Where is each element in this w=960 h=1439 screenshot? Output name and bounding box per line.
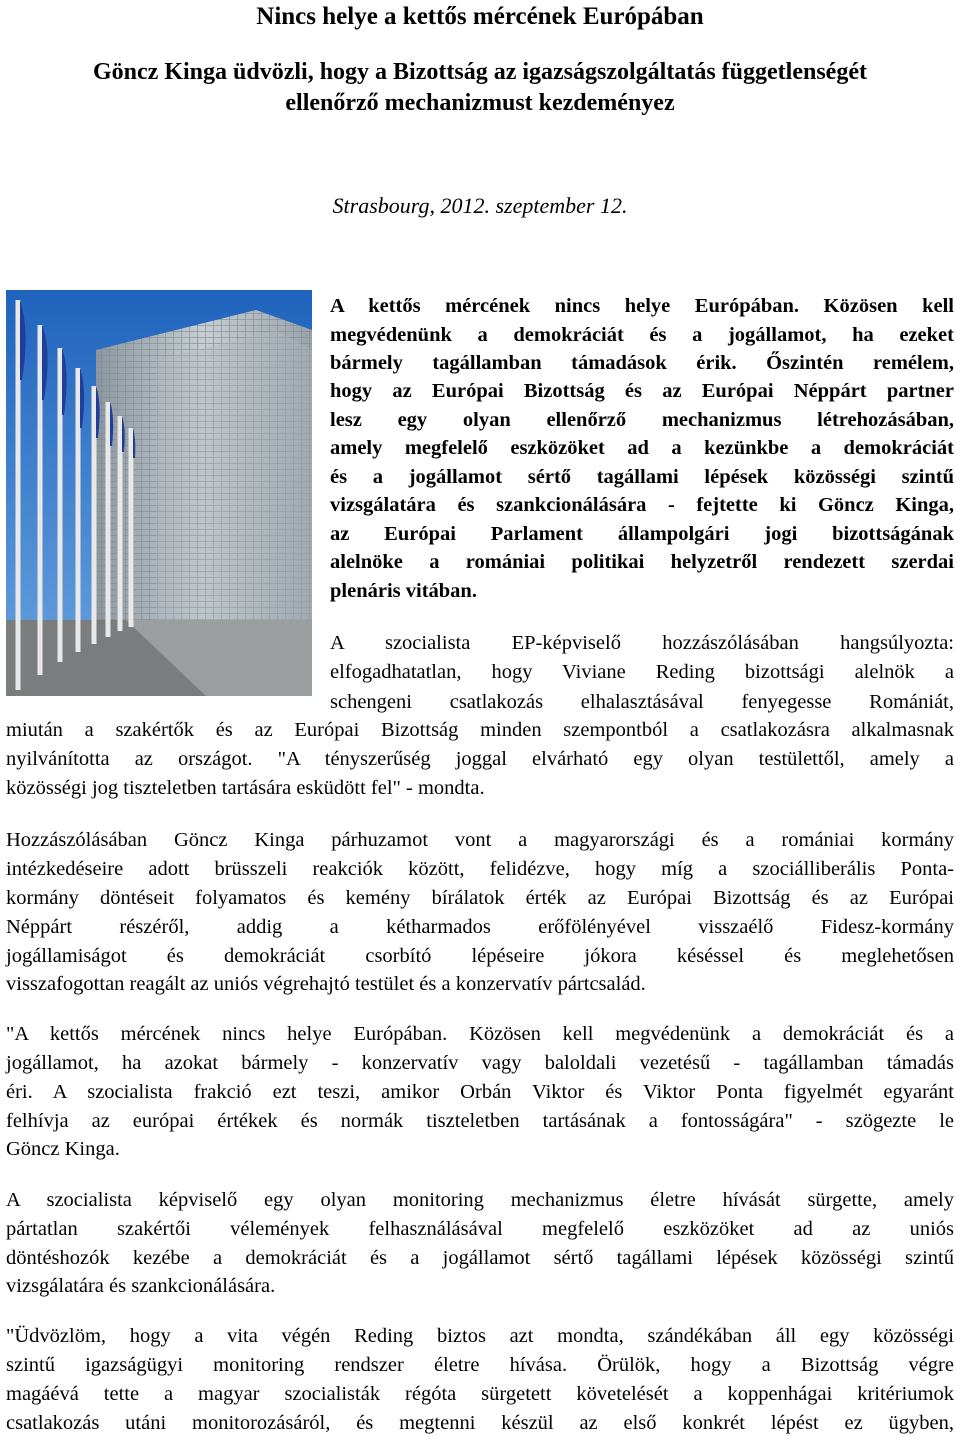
- lead-line: és a jogállamot sértő tagállami lépések közösségi szintű: [330, 466, 954, 488]
- lead-line: A kettős mércének nincs helye Európában. Közösen kell: [330, 295, 954, 317]
- paragraph-2-line: intézkedéseire adott brüsszeli reakciók között, felidézve, hogy míg a szociálliberális Ponta-: [6, 858, 954, 880]
- lead-line: vizsgálatára és szankcionálására - fejtette ki Göncz Kinga,: [330, 494, 954, 516]
- paragraph-2-line: Néppárt részéről, addig a kétharmados erőfölényével visszaélő Fidesz-kormány: [6, 916, 954, 938]
- paragraph-2-line: jogállamiságot és demokráciát csorbító lépéseire jókora késéssel és meglehetősen: [6, 945, 954, 967]
- paragraph-1-line: nyilvánította az országot. "A tényszerűség joggal elvárható egy olyan testülettől, amely a: [6, 748, 954, 770]
- paragraph-4-line: vizsgálatára és szankcionálására.: [6, 1275, 276, 1297]
- paragraph-1-line: schengeni csatlakozás elhalasztásával fenyegesse Romániát,: [330, 691, 954, 713]
- lead-line: amely megfelelő eszközöket ad a kezünkbe a demokráciát: [330, 437, 954, 459]
- paragraph-5-line: "Üdvözlöm, hogy a vita végén Reding biztos azt mondta, szándékában áll egy közösségi: [6, 1325, 954, 1347]
- paragraph-2-line: kormány döntéseit folyamatos és kemény bírálatok érték az Európai Bizottság és az Európai: [6, 887, 954, 909]
- paragraph-5-line: csatlakozás utáni monitorozásáról, és megtenni készül az első konkrét lépést ez ügyben,: [6, 1412, 954, 1434]
- paragraph-2-line: visszafogottan reagált az uniós végrehajtó testület és a konzervatív pártcsalád.: [6, 973, 646, 995]
- building-flags-photo: [6, 290, 312, 696]
- document-subtitle-line-1: Göncz Kinga üdvözli, hogy a Bizottság az igazságszolgáltatás függetlenségét: [93, 59, 867, 85]
- paragraph-3-line: jogállamot, ha azokat bármely - konzervatív vagy baloldali vezetésű - tagállamban támadás: [6, 1052, 954, 1074]
- paragraph-3-line: éri. A szocialista frakció ezt teszi, amikor Orbán Viktor és Viktor Ponta figyelmét egyaránt: [6, 1081, 954, 1103]
- lead-line: alelnöke a romániai politikai helyzetről rendezett szerdai: [330, 551, 954, 573]
- paragraph-4-line: pártatlan szakértői vélemények felhasználásával megfelelő eszközöket ad az uniós: [6, 1218, 954, 1240]
- paragraph-5-line: magáévá tette a magyar szocialisták régóta sürgetett követelését a koppenhágai kritériumok: [6, 1383, 954, 1405]
- paragraph-3-line: Göncz Kinga.: [6, 1138, 120, 1160]
- paragraph-4-line: A szocialista képviselő egy olyan monitoring mechanizmus életre hívását sürgette, amely: [6, 1189, 954, 1211]
- document-title: Nincs helye a kettős mércének Európában: [256, 3, 704, 30]
- paragraph-1-line: elfogadhatatlan, hogy Viviane Reding bizottsági alelnök a: [330, 661, 954, 683]
- paragraph-1-line: A szocialista EP-képviselő hozzászólásában hangsúlyozta:: [330, 632, 954, 654]
- document-subtitle-line-2: ellenőrző mechanizmust kezdeményez: [285, 90, 675, 116]
- dateline: Strasbourg, 2012. szeptember 12.: [332, 193, 628, 218]
- paragraph-4-line: döntéshozók kezébe a demokráciát és a jogállamot sértő tagállami lépések közösségi szintű: [6, 1247, 954, 1269]
- paragraph-1-line: miután a szakértők és az Európai Bizottság minden szempontból a csatlakozásra alkalmasnak: [6, 719, 954, 741]
- lead-line: hogy az Európai Bizottság és az Európai Néppárt partner: [330, 380, 954, 402]
- paragraph-3-line: "A kettős mércének nincs helye Európában. Közösen kell megvédenünk a demokráciát és a: [6, 1023, 954, 1045]
- paragraph-2-line: Hozzászólásában Göncz Kinga párhuzamot vont a magyarországi és a romániai kormány: [6, 829, 954, 851]
- lead-line: plenáris vitában.: [330, 580, 477, 602]
- lead-line: megvédenünk a demokráciát és a jogállamot, ha ezeket: [330, 324, 954, 346]
- paragraph-3-line: felhívja az európai értékek és normák tiszteletben tartásának a fontosságára" - szögezte le: [6, 1110, 954, 1132]
- lead-line: bármely tagállamban támadások érik. Őszintén remélem,: [330, 352, 954, 374]
- lead-line: lesz egy olyan ellenőrző mechanizmus létrehozásában,: [330, 409, 954, 431]
- paragraph-1-line: közösségi jog tiszteletben tartására esküdött fel" - mondta.: [6, 777, 485, 799]
- paragraph-5-line: szintű igazságügyi monitoring rendszer életre hívása. Örülök, hogy a Bizottság végre: [6, 1354, 954, 1376]
- lead-line: az Európai Parlament állampolgári jogi bizottságának: [330, 523, 954, 545]
